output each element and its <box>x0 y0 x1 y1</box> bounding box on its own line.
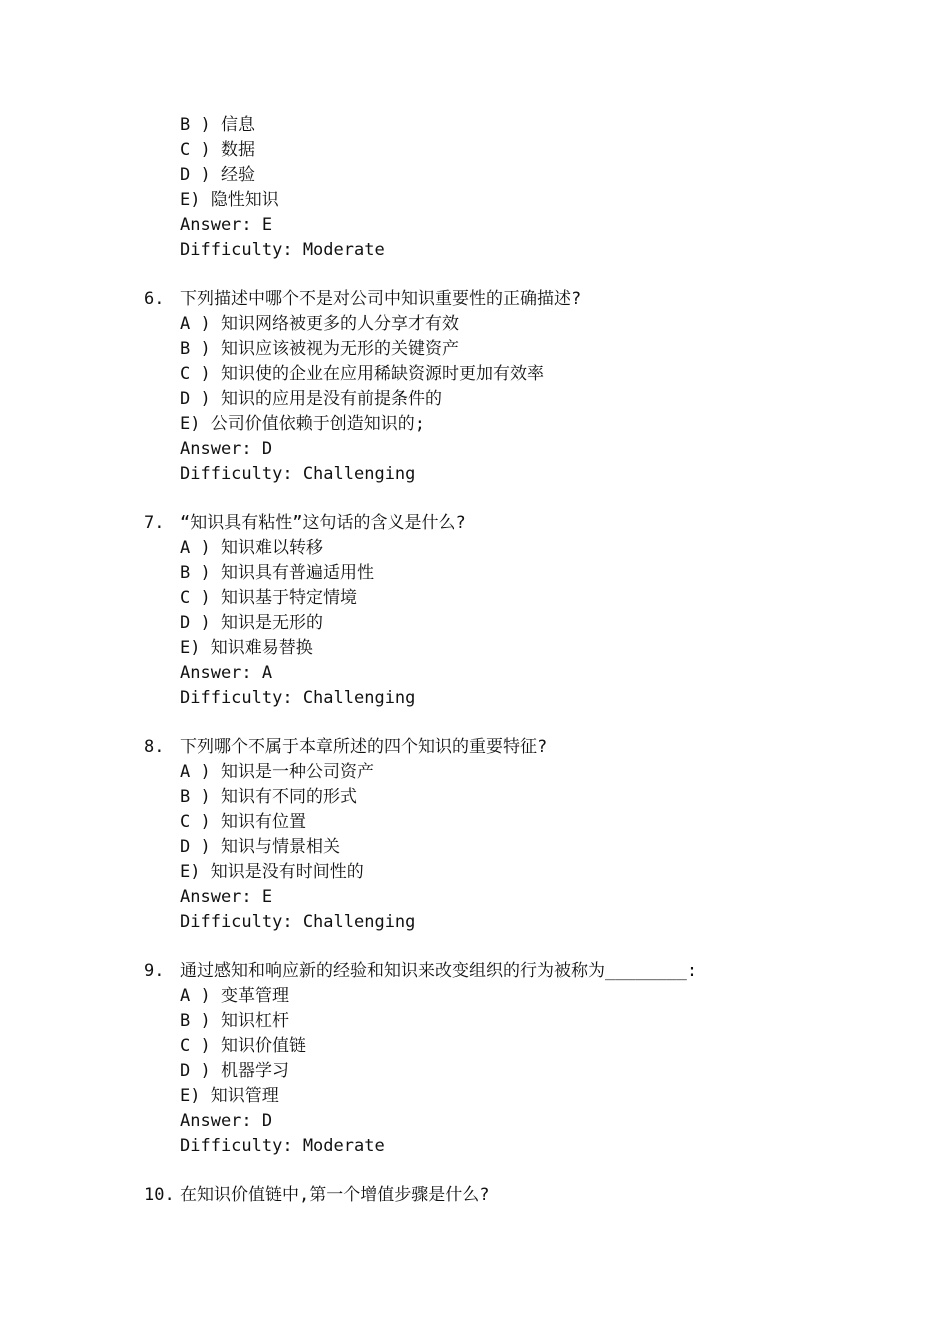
option-d <box>0 387 950 412</box>
option-c <box>0 1034 950 1059</box>
option-a <box>0 760 950 785</box>
option-a <box>0 984 950 1009</box>
question-line <box>0 959 950 984</box>
option-b <box>0 561 950 586</box>
question-number: 6. <box>144 289 165 309</box>
question-text: 下列哪个不属于本章所述的四个知识的重要特征? <box>180 737 548 757</box>
answer-text: Answer: D <box>180 1111 273 1131</box>
question-line <box>0 287 950 312</box>
option-text: A ) 知识难以转移 <box>180 538 323 558</box>
option-text: B ) 知识具有普遍适用性 <box>180 563 374 583</box>
question-number: 9. <box>144 961 165 981</box>
answer <box>0 885 950 910</box>
option-text: E) 公司价值依赖于创造知识的; <box>180 414 425 434</box>
question-text: 通过感知和响应新的经验和知识来改变组织的行为被称为________: <box>180 961 698 981</box>
option-a <box>0 536 950 561</box>
option-text: E) 知识难易替换 <box>180 638 313 658</box>
question-10 <box>0 1183 950 1208</box>
option-text: E) 知识管理 <box>180 1086 279 1106</box>
option-text: B ) 知识杠杆 <box>180 1011 289 1031</box>
option-c <box>0 810 950 835</box>
option-text: A ) 变革管理 <box>180 986 289 1006</box>
difficulty <box>0 910 950 935</box>
option-text: C ) 知识使的企业在应用稀缺资源时更加有效率 <box>180 364 544 384</box>
option-text: A ) 知识是一种公司资产 <box>180 762 374 782</box>
option-text: C ) 知识价值链 <box>180 1036 306 1056</box>
question-9 <box>0 959 950 1159</box>
option-text: B ) 知识应该被视为无形的关键资产 <box>180 339 459 359</box>
question-number: 10. <box>144 1185 175 1205</box>
answer-text: Answer: D <box>180 439 273 459</box>
difficulty-text: Difficulty: Challenging <box>180 912 416 932</box>
option-text: B ) 知识有不同的形式 <box>180 787 357 807</box>
option-e <box>0 636 950 661</box>
option-d <box>0 835 950 860</box>
option-text: D ) 知识是无形的 <box>180 613 323 633</box>
difficulty <box>0 1134 950 1159</box>
option-text: D ) 机器学习 <box>180 1061 289 1081</box>
option-text: E) 隐性知识 <box>180 190 279 210</box>
option-d <box>0 163 950 188</box>
question-6 <box>0 287 950 487</box>
option-text: C ) 数据 <box>180 140 255 160</box>
option-b <box>0 785 950 810</box>
answer-text: Answer: E <box>180 215 273 235</box>
option-c <box>0 586 950 611</box>
option-d <box>0 611 950 636</box>
question-8 <box>0 735 950 935</box>
difficulty-text: Difficulty: Challenging <box>180 688 416 708</box>
option-c <box>0 362 950 387</box>
answer <box>0 437 950 462</box>
option-text: C ) 知识基于特定情境 <box>180 588 357 608</box>
answer-text: Answer: A <box>180 663 273 683</box>
option-text: A ) 知识网络被更多的人分享才有效 <box>180 314 459 334</box>
option-text: E) 知识是没有时间性的 <box>180 862 364 882</box>
answer <box>0 661 950 686</box>
difficulty <box>0 462 950 487</box>
option-text: D ) 知识与情景相关 <box>180 837 340 857</box>
question-5-tail <box>0 113 950 263</box>
question-line <box>0 511 950 536</box>
difficulty <box>0 238 950 263</box>
option-e <box>0 412 950 437</box>
question-text: “知识具有粘性”这句话的含义是什么? <box>180 513 466 533</box>
question-line <box>0 1183 950 1208</box>
answer-text: Answer: E <box>180 887 273 907</box>
option-a <box>0 312 950 337</box>
option-b <box>0 1009 950 1034</box>
option-text: D ) 知识的应用是没有前提条件的 <box>180 389 442 409</box>
option-text: B ) 信息 <box>180 115 255 135</box>
question-line <box>0 735 950 760</box>
question-text: 在知识价值链中,第一个增值步骤是什么? <box>180 1185 490 1205</box>
option-e <box>0 860 950 885</box>
option-c <box>0 138 950 163</box>
option-b <box>0 337 950 362</box>
option-text: D ) 经验 <box>180 165 255 185</box>
question-number: 8. <box>144 737 165 757</box>
answer <box>0 213 950 238</box>
question-7 <box>0 511 950 711</box>
option-e <box>0 188 950 213</box>
difficulty-text: Difficulty: Challenging <box>180 464 416 484</box>
difficulty-text: Difficulty: Moderate <box>180 1136 385 1156</box>
question-text: 下列描述中哪个不是对公司中知识重要性的正确描述? <box>180 289 582 309</box>
answer <box>0 1109 950 1134</box>
option-d <box>0 1059 950 1084</box>
option-b <box>0 113 950 138</box>
difficulty-text: Difficulty: Moderate <box>180 240 385 260</box>
difficulty <box>0 686 950 711</box>
question-number: 7. <box>144 513 165 533</box>
option-e <box>0 1084 950 1109</box>
option-text: C ) 知识有位置 <box>180 812 306 832</box>
